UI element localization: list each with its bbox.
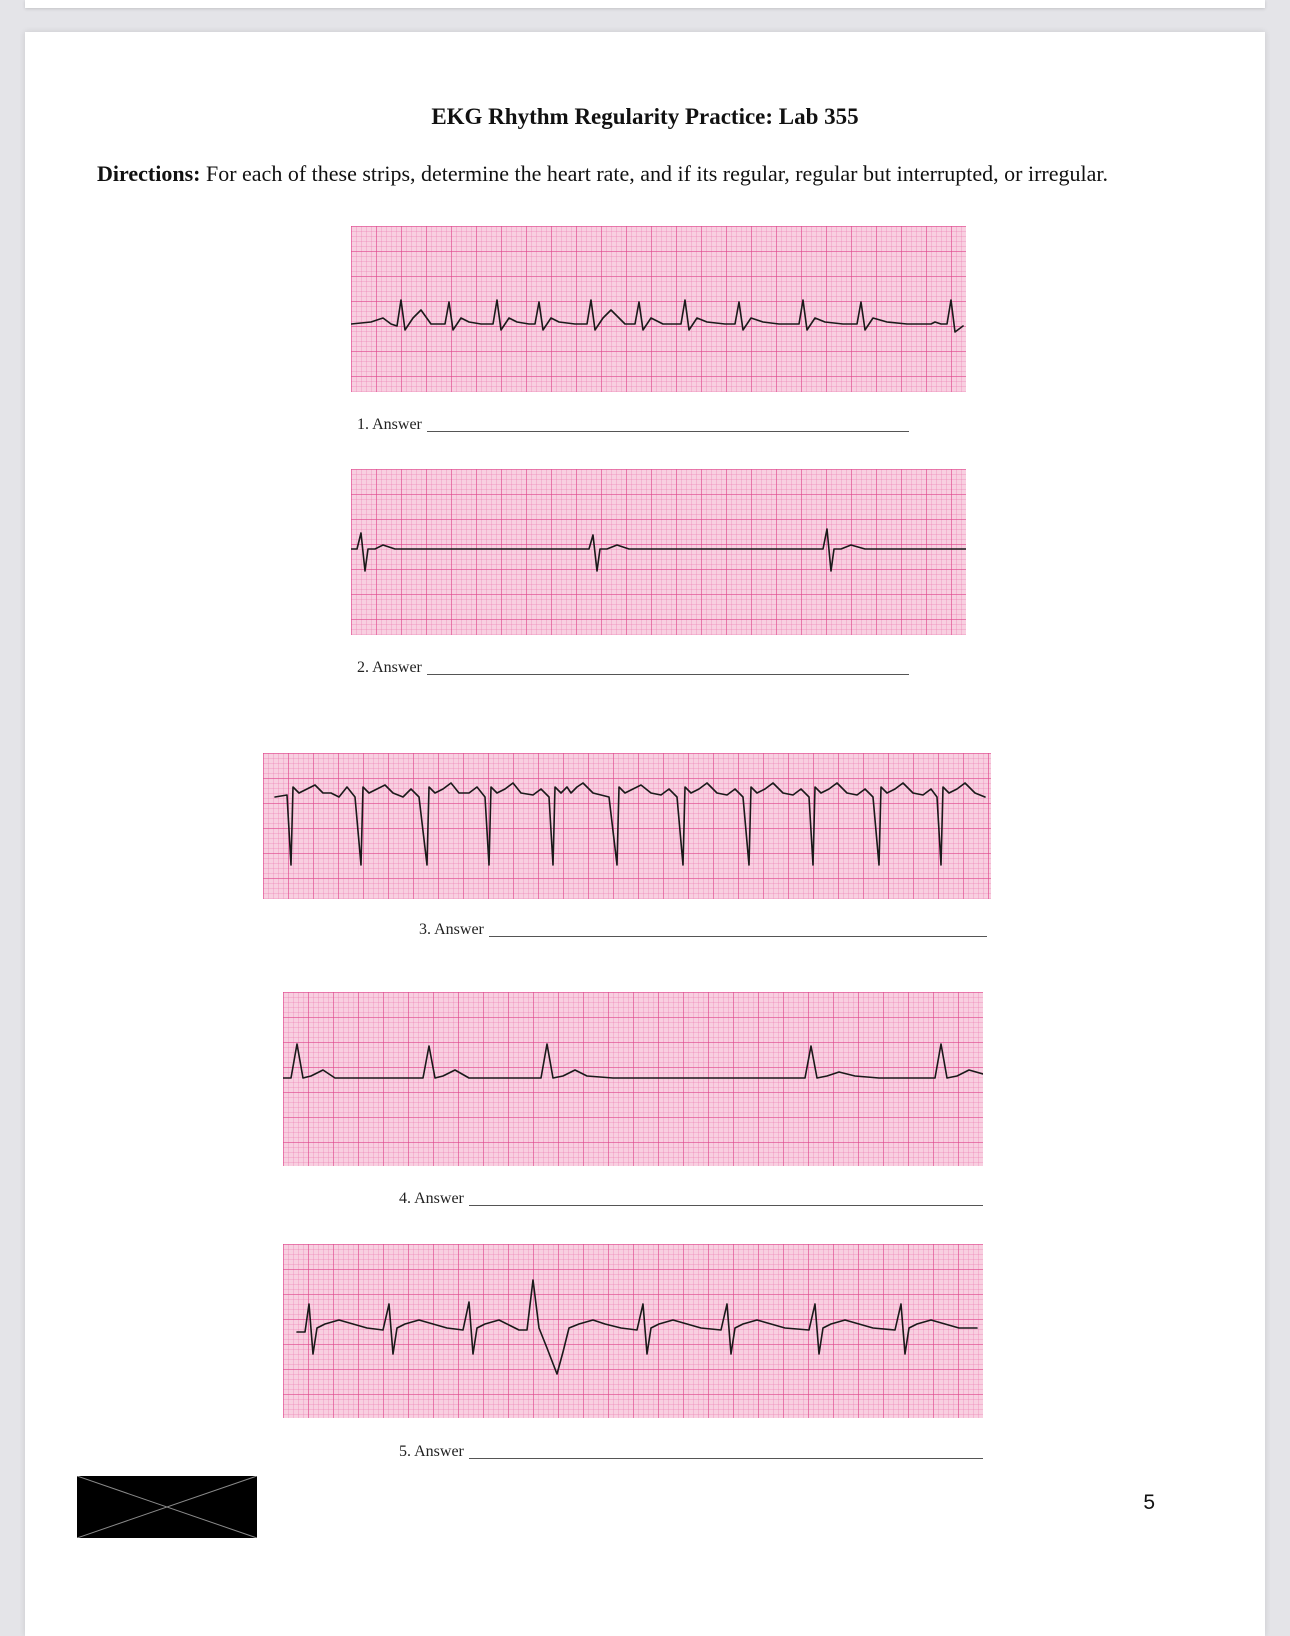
answer-4-label: 4. Answer <box>399 1190 464 1207</box>
page-number: 5 <box>1143 1491 1155 1514</box>
answer-5-blank[interactable] <box>469 1458 983 1459</box>
ekg-trace-2 <box>351 469 966 635</box>
ekg-strip-1 <box>351 226 966 392</box>
answer-1-label: 1. Answer <box>357 416 422 433</box>
answer-4-blank[interactable] <box>469 1205 983 1206</box>
ekg-trace-3 <box>263 753 991 899</box>
answer-2 <box>357 658 909 678</box>
ekg-strip-5 <box>283 1244 983 1418</box>
answer-5-label: 5. Answer <box>399 1443 464 1460</box>
answer-3-label: 3. Answer <box>419 921 484 938</box>
worksheet-title: EKG Rhythm Regularity Practice: Lab 355 <box>431 104 859 129</box>
answer-2-blank[interactable] <box>427 674 909 675</box>
ekg-strip-4 <box>283 992 983 1166</box>
ekg-trace-4 <box>283 992 983 1166</box>
worksheet-page <box>25 32 1265 1636</box>
answer-3 <box>419 920 987 940</box>
broken-image-icon <box>77 1476 257 1538</box>
ekg-trace-1 <box>351 226 966 392</box>
answer-4 <box>399 1189 983 1209</box>
directions-paragraph <box>97 160 1157 188</box>
previous-page-edge <box>25 0 1265 8</box>
ekg-strip-3 <box>263 753 991 899</box>
answer-3-blank[interactable] <box>489 936 987 937</box>
directions-label: Directions: <box>97 161 201 186</box>
answer-5 <box>399 1442 983 1462</box>
ekg-strip-2 <box>351 469 966 635</box>
answer-1-blank[interactable] <box>427 431 909 432</box>
redacted-logo-placeholder <box>77 1476 257 1538</box>
ekg-trace-5 <box>283 1244 983 1418</box>
answer-2-label: 2. Answer <box>357 659 422 676</box>
directions-text: For each of these strips, determine the heart rate, and if its regular, regular but interrupted, or irregular. <box>200 161 1108 186</box>
answer-1 <box>357 415 909 435</box>
